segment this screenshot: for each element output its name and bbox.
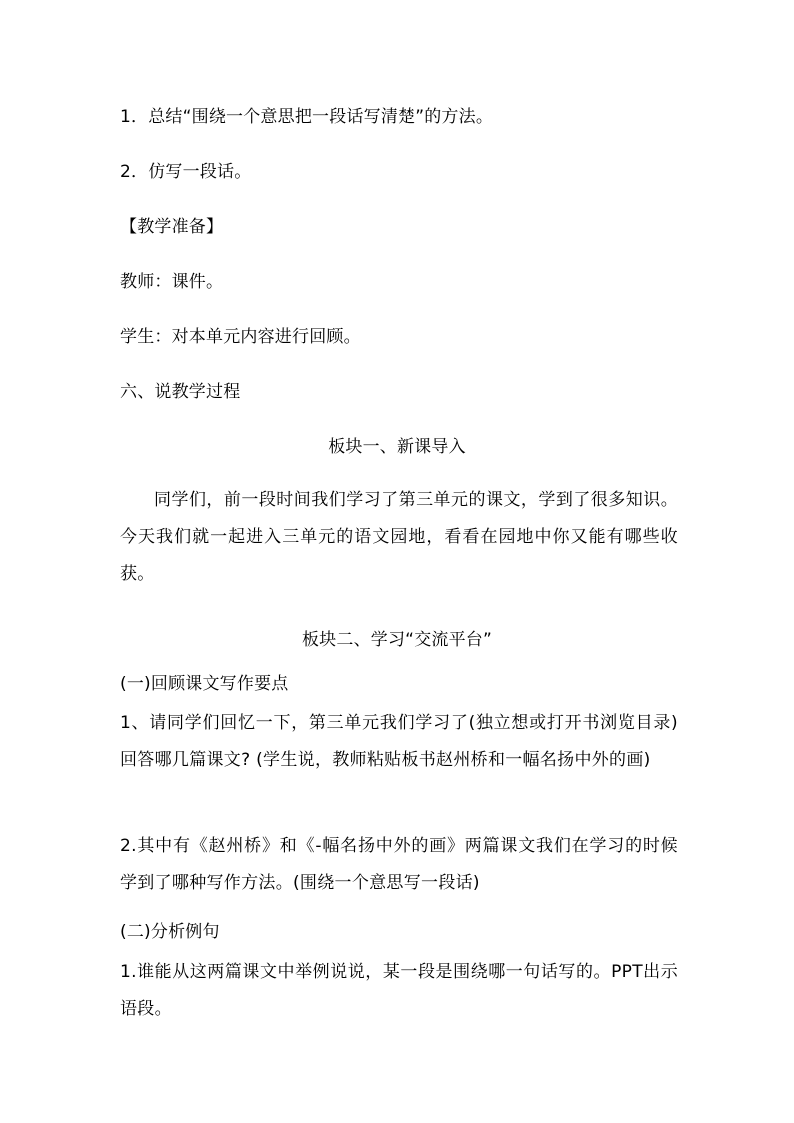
section-heading-process: 六、说教学过程 [120,382,241,402]
analysis-question-1: 1.谁能从这两篇课文中举例说说，某一段是围绕哪一句话写的。PPT出示语段。 [120,962,678,1019]
block-heading-2: 板块二、学习“交流平台” [301,630,492,650]
block-heading-1: 板块一、新课导入 [328,437,466,457]
subsection-review: (一)回顾课文写作要点 [120,674,289,694]
review-question-2: 2.其中有《赵州桥》和《-幅名扬中外的画》两篇课文我们在学习的时候学到了哪种写作方法。(围绕一个意思写一段话) [120,836,678,893]
teacher-preparation: 教师：课件。 [120,272,224,292]
review-question-1: 1、请同学们回忆一下，第三单元我们学习了(独立想或打开书浏览目录)回答哪几篇课文? (学生说，教师粘贴板书赵州桥和一幅名扬中外的画) [120,713,678,770]
intro-paragraph: 同学们，前一段时间我们学习了第三单元的课文，学到了很多知识。今天我们就一起进入三单元的语文园地，看看在园地中你又能有哪些收获。 [120,490,678,584]
objective-item-2: 2．仿写一段话。 [120,162,252,182]
objective-item-1: 1．总结“围绕一个意思把一段话写清楚”的方法。 [120,107,494,127]
subsection-analysis: (二)分析例句 [120,922,220,942]
section-heading-preparation: 【教学准备】 [120,217,224,237]
student-preparation: 学生：对本单元内容进行回顾。 [120,327,361,347]
